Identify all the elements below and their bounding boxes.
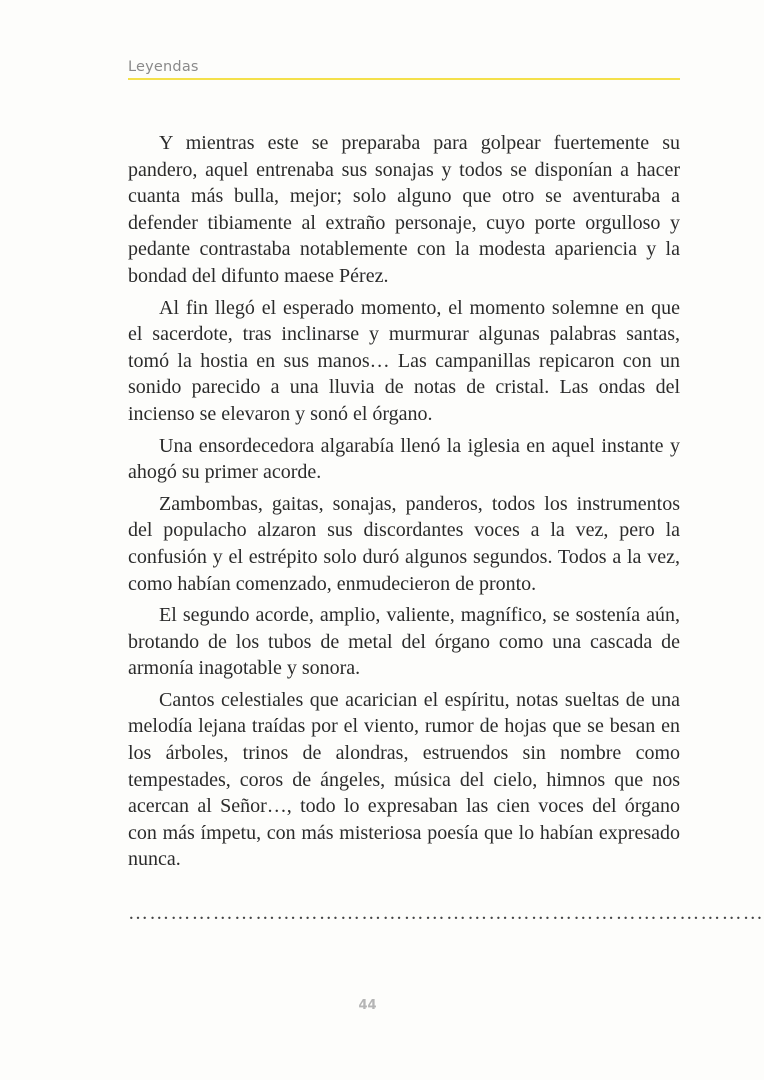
paragraph: Al fin llegó el esperado momento, el momento solemne en que el sacerdote, tras inclinarse y murmurar algunas palabras santas, tomó la hostia en sus manos… Las campanillas repicaron con un sonido parecido a una lluvia de notas de cristal. Las ondas del incienso se elevaron y sonó el órgano.: [128, 296, 680, 425]
running-header: [128, 58, 680, 80]
paragraph: Zambombas, gaitas, sonajas, panderos, todos los instrumentos del populacho alzaron sus discordantes voces a la vez, pero la confusión y el estrépito solo duró algunos segundos. Todos a la vez, como habían comenzado, enmudecieron de pronto.: [128, 492, 680, 595]
header-title: Leyendas: [128, 59, 199, 75]
header-rule: [128, 78, 680, 80]
paragraph: Una ensordecedora algarabía llenó la iglesia en aquel instante y ahogó su primer acorde.: [128, 434, 680, 484]
page-number: 44: [358, 998, 377, 1013]
paragraph: Y mientras este se preparaba para golpear fuertemente su pandero, aquel entrenaba sus sonajas y todos se disponían a hacer cuanta más bulla, mejor; solo alguno que otro se aventuraba a defender tibiamente al extraño personaje, cuyo porte orgulloso y pedante contrastaba notablemente con la modesta apariencia y la bondad del difunto maese Pérez.: [128, 132, 680, 287]
dotted-separator: ………………………………………………………………………………: [128, 902, 764, 924]
paragraph: El segundo acorde, amplio, valiente, magnífico, se sostenía aún, brotando de los tubos de metal del órgano como una cascada de armonía inagotable y sonora.: [128, 604, 680, 680]
paragraph: Cantos celestiales que acarician el espíritu, notas sueltas de una melodía lejana traídas por el viento, rumor de hojas que se besan en los árboles, trinos de alondras, estruendos sin nombre como tempestades, coros de ángeles, música del cielo, himnos que nos acercan al Señor…, todo lo expresaban las cien voces del órgano con más ímpetu, con más misteriosa poesía que lo habían expresado nunca.: [128, 688, 680, 871]
body-text: [128, 130, 680, 873]
